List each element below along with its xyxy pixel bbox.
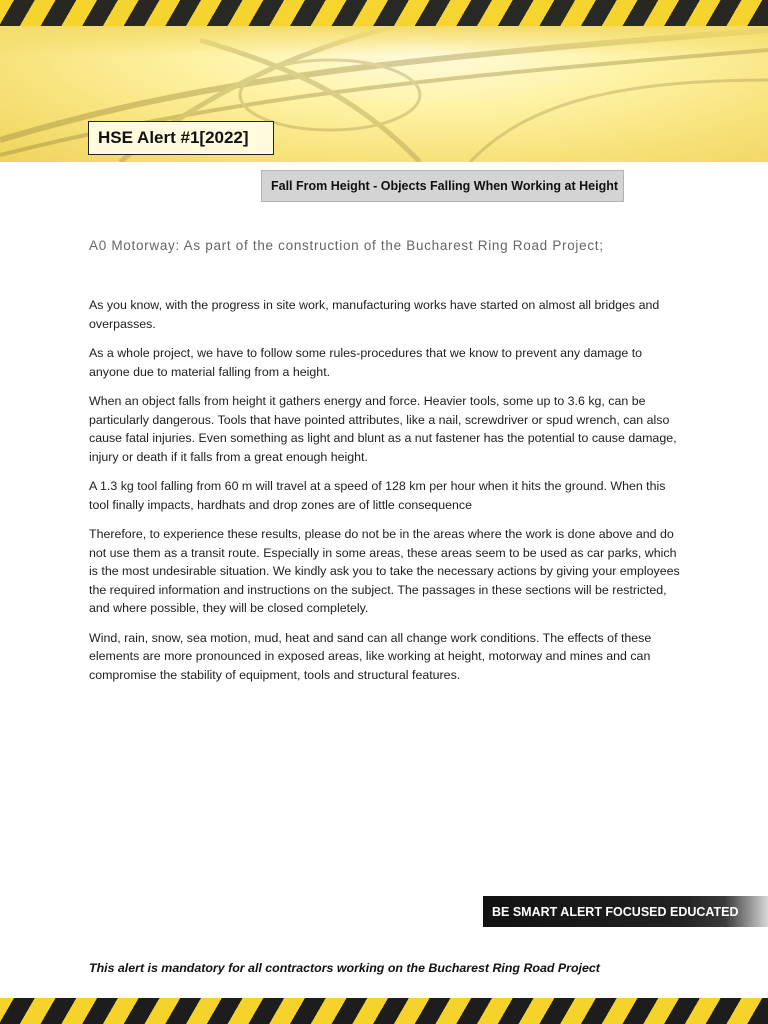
body-paragraph: Wind, rain, snow, sea motion, mud, heat and sand can all change work conditions. The effects of these elements are more pronounced in exposed areas, like working at height, motorway and mines and can compromise the stability of equipment, tools and structural features. [89,630,652,682]
alert-body [89,296,684,695]
body-paragraph: As you know, with the progress in site work, manufacturing works have started on almost all bridges and overpasses. [89,298,660,331]
header-fade [0,26,768,56]
body-paragraph: When an object falls from height it gathers energy and force. Heavier tools, some up to 3.6 kg, can be particularly dangerous. Tools that have pointed attributes, like a nail, screwdriver or spud wrench, can also cause fatal injuries. Even something as light and blunt as a nut fastener has the potential to cause damage, injury or death if it falls from a great enough height. [89,394,677,464]
body-paragraph: A 1.3 kg tool falling from 60 m will travel at a speed of 128 km per hour when it hits the ground. When this tool finally impacts, hardhats and drop zones are of little consequence [89,479,666,512]
hazard-stripe-bottom [0,998,768,1024]
hazard-stripe-top [0,0,768,26]
alert-title: HSE Alert #1[2022] [88,121,274,155]
project-intro-line: A0 Motorway: As part of the construction of the Bucharest Ring Road Project; [89,238,604,253]
body-paragraph: Therefore, to experience these results, please do not be in the areas where the work is done above and do not use them as a transit route. Especially in some areas, these areas seem to be used as car parks, which is the most undesirable situation. We kindly ask you to take the necessary actions by giving your employees the required information and instructions on the subject. The passages in these sections will be restricted, and where possible, they will be closed completely. [89,527,680,615]
alert-subject: Fall From Height - Objects Falling When Working at Height [261,170,624,202]
footer-note: This alert is mandatory for all contractors working on the Bucharest Ring Road Project [89,961,600,975]
body-paragraph: As a whole project, we have to follow some rules-procedures that we know to prevent any damage to anyone due to material falling from a height. [89,346,643,379]
slogan-banner: BE SMART ALERT FOCUSED EDUCATED [483,896,768,927]
